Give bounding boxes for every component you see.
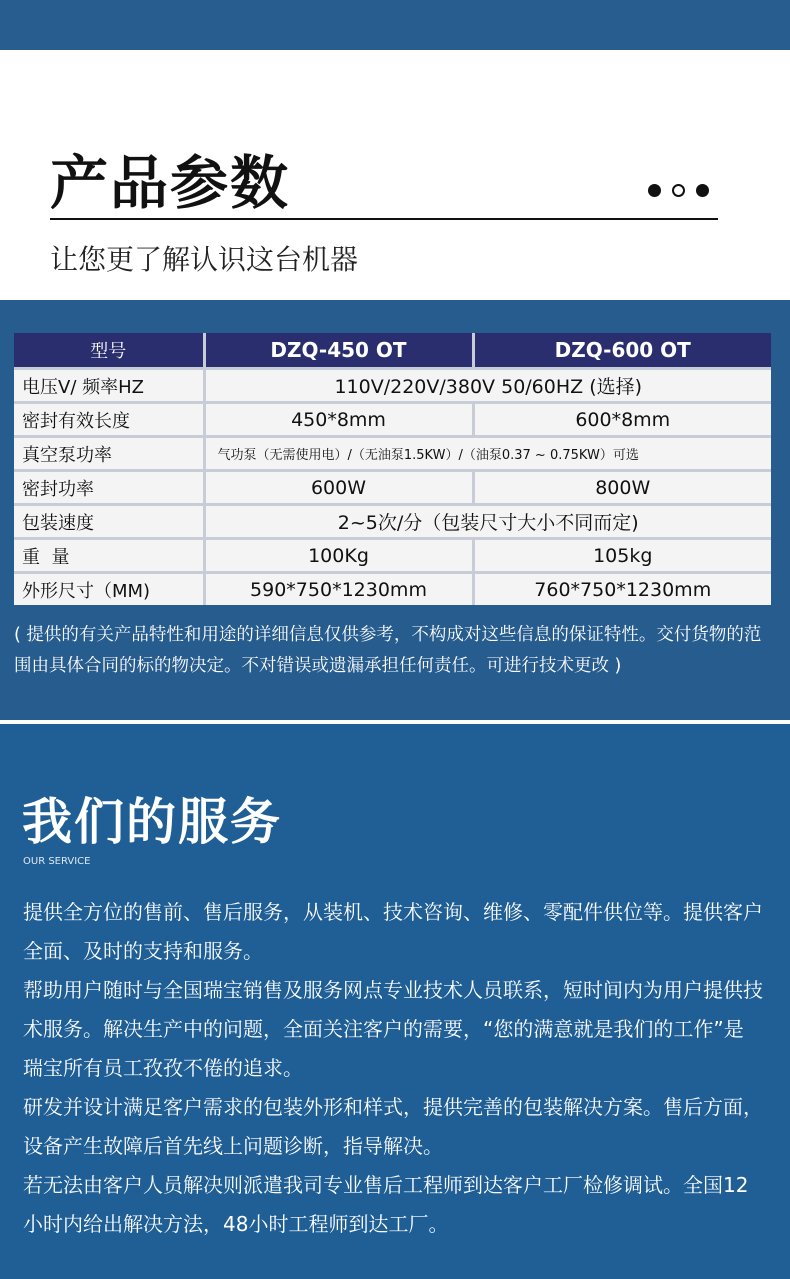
title-divider <box>50 218 718 220</box>
table-row-voltage <box>14 369 771 403</box>
cell-600: 105kg <box>473 539 771 573</box>
merged-cell: 110V/220V/380V 50/60HZ (选择) <box>204 369 771 403</box>
cell-600: 800W <box>473 471 771 505</box>
hollow-dot-icon <box>672 184 685 197</box>
table-row-dimensions <box>14 573 771 606</box>
column-header-600: DZQ-600 OT <box>473 333 771 369</box>
table-row-pump-power <box>14 437 771 471</box>
dot-icon <box>648 184 661 197</box>
cell-450: 590*750*1230mm <box>204 573 473 606</box>
merged-cell: 气功泵（无需使用电）/（无油泵1.5KW）/（油泵0.37 ~ 0.75KW）可选 <box>204 437 771 471</box>
row-label: 重 量 <box>14 539 204 573</box>
cell-450: 600W <box>204 471 473 505</box>
service-subtitle: OUR SERVICE <box>23 856 91 867</box>
service-paragraph: 提供全方位的售前、售后服务，从装机、技术咨询、维修、零配件供位等。提供客户全面、及时的支持和服务。 <box>23 900 763 963</box>
table-row-seal-length <box>14 403 771 437</box>
service-description <box>23 893 763 1244</box>
page-subtitle: 让您更了解认识这台机器 <box>50 243 359 276</box>
page-title: 产品参数 <box>50 149 291 217</box>
merged-cell: 2~5次/分（包装尺寸大小不同而定) <box>204 505 771 539</box>
service-title: 我们的服务 <box>22 793 282 851</box>
row-label: 密封功率 <box>14 471 204 505</box>
row-label: 外形尺寸（MM) <box>14 573 204 606</box>
service-paragraph: 帮助用户随时与全国瑞宝销售及服务网点专业技术人员联系，短时间内为用户提供技术服务。解决生产中的问题，全面关注客户的需要，“您的满意就是我们的工作”是瑞宝所有员工孜孜不倦的追求。 <box>23 978 763 1080</box>
table-row-weight <box>14 539 771 573</box>
cell-450: 100Kg <box>204 539 473 573</box>
service-paragraph: 研发并设计满足客户需求的包装外形和样式，提供完善的包装解决方案。售后方面，设备产生故障后首先线上问题诊断，指导解决。 <box>23 1095 763 1158</box>
row-label: 真空泵功率 <box>14 437 204 471</box>
disclaimer-text: ( 提供的有关产品特性和用途的详细信息仅供参考，不构成对这些信息的保证特性。交付货物的范围由具体合同的标的物决定。不对错误或遗漏承担任何责任。可进行技术更改 ) <box>14 625 762 676</box>
cell-450: 450*8mm <box>204 403 473 437</box>
top-banner-bar <box>0 0 790 50</box>
decorative-dots <box>648 184 709 197</box>
table-row-seal-power <box>14 471 771 505</box>
table-row-speed <box>14 505 771 539</box>
spec-table <box>14 333 771 605</box>
dot-icon <box>696 184 709 197</box>
row-label: 包装速度 <box>14 505 204 539</box>
service-paragraph: 若无法由客户人员解决则派遣我司专业售后工程师到达客户工厂检修调试。全国12小时内给出解决方法，48小时工程师到达工厂。 <box>23 1173 749 1236</box>
column-header-model: 型号 <box>14 333 204 369</box>
cell-600: 600*8mm <box>473 403 771 437</box>
cell-600: 760*750*1230mm <box>473 573 771 606</box>
row-label: 密封有效长度 <box>14 403 204 437</box>
column-header-450: DZQ-450 OT <box>204 333 473 369</box>
row-label: 电压V/ 频率HZ <box>14 369 204 403</box>
table-header-row <box>14 333 771 369</box>
